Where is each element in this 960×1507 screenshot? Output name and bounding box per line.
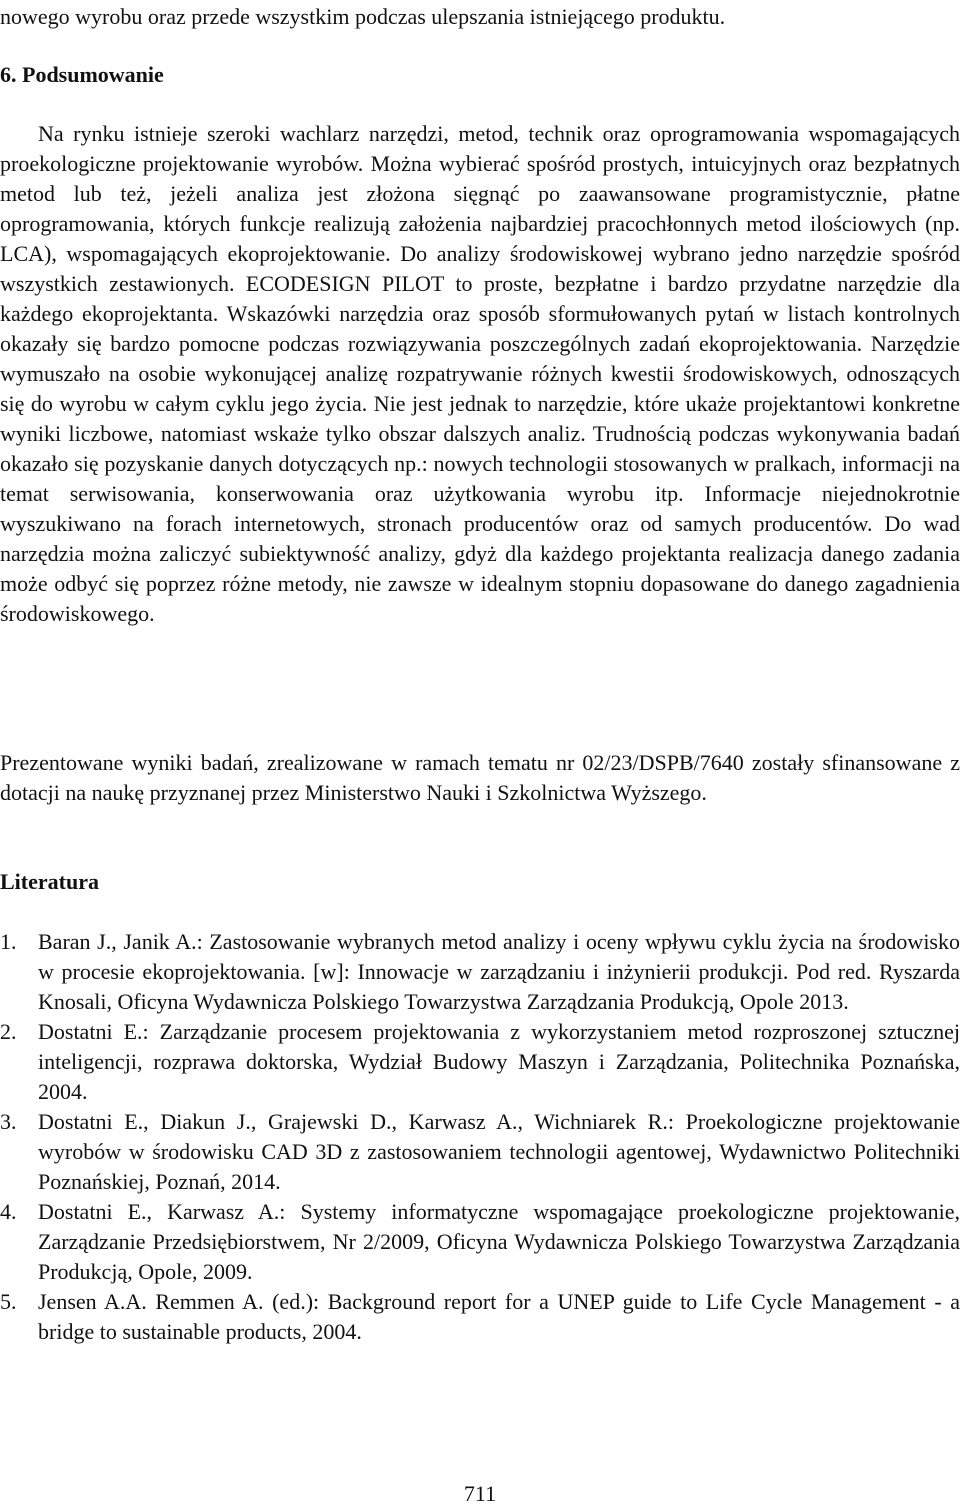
funding-paragraph: Prezentowane wyniki badań, zrealizowane w ramach tematu nr 02/23/DSPB/7640 zostały sfinansowane z dotacji na naukę przyznanej przez Ministerstwo Nauki i Szkolnictwa Wyższego. — [0, 750, 960, 805]
reference-text: Dostatni E.: Zarządzanie procesem projektowania z wykorzystaniem metod rozproszonej sztucznej inteligencji, rozprawa doktorska, Wydział Budowy Maszyn i Zarządzania, Politechnika Poznańska, 2004. — [38, 1019, 960, 1104]
reference-item — [0, 1287, 960, 1347]
reference-number: 3. — [0, 1109, 17, 1134]
reference-number: 4. — [0, 1199, 17, 1224]
reference-text: Dostatni E., Karwasz A.: Systemy informatyczne wspomagające proekologiczne projektowanie, Zarządzanie Przedsiębiorstwem, Nr 2/2009, Oficyna Wydawnicza Polskiego Towarzystwa Zarządzania Produkcją, Opole, 2009. — [38, 1199, 960, 1284]
reference-item — [0, 927, 960, 1017]
reference-number: 2. — [0, 1019, 17, 1044]
reference-list — [0, 927, 960, 1347]
summary-paragraph: Na rynku istnieje szeroki wachlarz narzędzi, metod, technik oraz oprogramowania wspomagających proekologiczne projektowanie wyrobów. Można wybierać spośród prostych, intuicyjnych oraz bezpłatnych metod lub też, jeżeli analiza jest złożona sięgnąć po zaawansowane programistycznie, płatne oprogramowania, których funkcje realizują założenia najbardziej pracochłonnych metod ilościowych (np. LCA), wspomagających ekoprojektowanie. Do analizy środowiskowej wybrano jedno narzędzie spośród wszystkich zestawionych. ECODESIGN PILOT to proste, bezpłatne i bardzo przydatne narzędzie dla każdego ekoprojektanta. Wskazówki narzędzia oraz sposób sformułowanych pytań w listach kontrolnych okazały się bardzo pomocne podczas rozwiązywania poszczególnych zadań ekoprojektowania. Narzędzie wymuszało na osobie wykonującej analizę rozpatrywanie różnych kwestii środowiskowych, odnoszących się do wyrobu w całym cyklu jego życia. Nie jest jednak to narzędzie, które ukaże projektantowi konkretne wyniki liczbowe, natomiast wskaże tylko obszar dalszych analiz. Trudnością podczas wykonywania badań okazało się pozyskanie danych dotyczących np.: nowych technologii stosowanych w pralkach, informacji na temat serwisowania, konserwowania oraz użytkowania wyrobu itp. Informacje niejednokrotnie wyszukiwano na forach internetowych, stronach producentów oraz od samych producentów. Do wad narzędzia można zaliczyć subiektywność analizy, gdyż dla każdego projektanta realizacja danego zadania może odbyć się poprzez różne metody, nie zawsze w idealnym stopniu dopasowane do danego zagadnienia środowiskowego. — [0, 121, 960, 626]
reference-item — [0, 1017, 960, 1107]
literature-heading: Literatura — [0, 869, 99, 894]
page-number: 711 — [463, 1481, 497, 1506]
intro-line: nowego wyrobu oraz przede wszystkim podczas ulepszania istniejącego produktu. — [0, 4, 726, 29]
reference-number: 5. — [0, 1289, 17, 1314]
reference-item — [0, 1107, 960, 1197]
reference-text: Jensen A.A. Remmen A. (ed.): Background report for a UNEP guide to Life Cycle Management - a bridge to sustainable products, 2004. — [38, 1289, 960, 1344]
reference-text: Dostatni E., Diakun J., Grajewski D., Karwasz A., Wichniarek R.: Proekologiczne projektowanie wyrobów w środowisku CAD 3D z zastosowaniem technologii agentowej, Wydawnictwo Politechniki Poznańskiej, Poznań, 2014. — [38, 1109, 960, 1194]
reference-item — [0, 1197, 960, 1287]
section-heading-summary: 6. Podsumowanie — [0, 62, 164, 87]
reference-number: 1. — [0, 929, 17, 954]
reference-text: Baran J., Janik A.: Zastosowanie wybranych metod analizy i oceny wpływu cyklu życia na środowisko w procesie ekoprojektowania. [w]: Innowacje w zarządzaniu i inżynierii produkcji. Pod red. Ryszarda Knosali, Oficyna Wydawnicza Polskiego Towarzystwa Zarządzania Produkcją, Opole 2013. — [38, 929, 960, 1014]
